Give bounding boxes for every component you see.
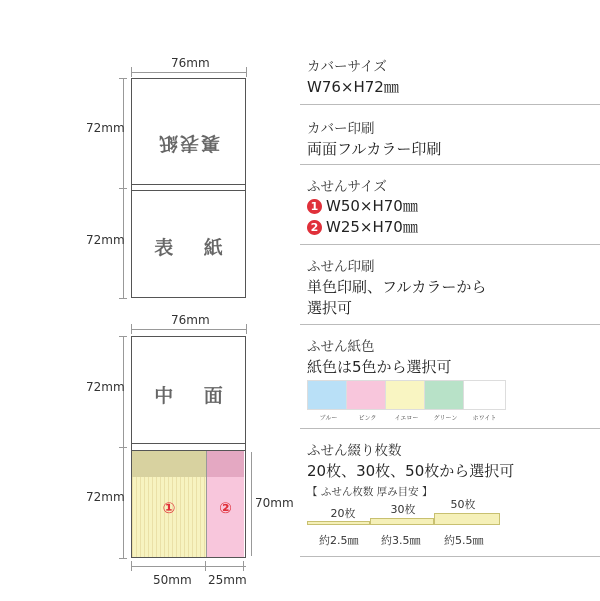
inner-height-label-bottom: 72mm [86, 490, 125, 504]
cover-print-label: カバー印刷 [307, 121, 375, 137]
inner-middle-label: 中 面 [154, 385, 235, 407]
front-cover-label: 表 紙 [154, 237, 235, 259]
note-2-marker: ② [219, 499, 232, 517]
note-width-tick-mid [205, 561, 206, 571]
swatch-label: ブルー [319, 415, 338, 422]
marker-2-icon: 2 [307, 220, 322, 235]
note-print-label: ふせん印刷 [307, 259, 375, 275]
inner-height-tick-top [119, 336, 127, 337]
inner-bottom-panel [131, 450, 246, 558]
inner-width-label: 76mm [171, 313, 210, 327]
pad-20 [307, 521, 370, 525]
divider [300, 324, 600, 325]
note-2-adhesive [207, 451, 244, 477]
swatch-white [463, 380, 506, 410]
divider [300, 556, 600, 557]
marker-1-icon: 1 [307, 199, 322, 214]
swatch-label: イエロー [394, 415, 419, 422]
divider [300, 164, 600, 165]
swatch-label: ピンク [358, 415, 377, 422]
swatch-pink [346, 380, 389, 410]
inner-height-tick-bottom [119, 558, 127, 559]
inner-width-line [131, 329, 246, 330]
inner-width-tick-right [246, 324, 247, 334]
note-size-item-2-value: W25×H70㎜ [326, 218, 418, 236]
option-30-count: 30枚 [390, 503, 416, 516]
paper-color-value: 紙色は5色から選択可 [307, 358, 452, 376]
cover-height-label-top: 72mm [86, 121, 125, 135]
divider [300, 244, 600, 245]
note-print-value-line1: 単色印刷、フルカラーから [307, 278, 487, 296]
swatch-green [424, 380, 467, 410]
divider [300, 428, 600, 429]
front-cover-panel [131, 190, 246, 298]
swatch-label: グリーン [433, 415, 458, 422]
cover-height-label-bottom: 72mm [86, 233, 125, 247]
paper-color-label: ふせん紙色 [307, 339, 375, 355]
note-1-adhesive [132, 451, 206, 477]
note-size-item-1-value: W50×H70㎜ [326, 197, 418, 215]
note-size-label: ふせんサイズ [307, 179, 387, 195]
cover-width-label: 76mm [171, 56, 210, 70]
inner-height-tick-mid [119, 447, 127, 448]
cover-width-line [131, 72, 246, 73]
option-50-count: 50枚 [450, 498, 476, 511]
note-size-item-2 [307, 216, 418, 237]
sheet-count-label: ふせん綴り枚数 [307, 443, 402, 459]
note-width-tick-right [243, 561, 244, 571]
inner-top-panel [131, 336, 246, 444]
swatch-yellow [385, 380, 428, 410]
note-2 [206, 451, 244, 557]
option-20-thickness: 約2.5㎜ [319, 534, 359, 547]
inner-width-tick-left [131, 324, 132, 334]
note-width-tick-left [131, 561, 132, 571]
note-print-value-line2: 選択可 [307, 299, 353, 317]
note-2-width-label: 25mm [208, 573, 247, 587]
note-1-marker: ① [162, 499, 176, 517]
cover-size-value: W76×H72㎜ [307, 78, 399, 96]
cover-width-tick-right [246, 67, 247, 77]
note-width-line [131, 566, 246, 567]
note-size-item-1 [307, 195, 418, 216]
swatch-blue [307, 380, 350, 410]
divider [300, 104, 600, 105]
option-50-thickness: 約5.5㎜ [444, 534, 484, 547]
note-1-width-label: 50mm [153, 573, 192, 587]
note-height-line [251, 452, 252, 556]
option-20-count: 20枚 [330, 507, 356, 520]
option-30-thickness: 約3.5㎜ [381, 534, 421, 547]
cover-height-tick-top [119, 78, 127, 79]
inner-height-label-top: 72mm [86, 380, 125, 394]
sheet-count-value: 20枚、30枚、50枚から選択可 [307, 462, 515, 480]
cover-height-tick-mid [119, 188, 127, 189]
cover-height-tick-bottom [119, 298, 127, 299]
cover-size-label: カバーサイズ [307, 59, 387, 75]
cover-width-tick-left [131, 67, 132, 77]
cover-print-value: 両面フルカラー印刷 [307, 140, 442, 158]
swatch-label: ホワイト [472, 415, 497, 422]
note-1 [132, 451, 206, 557]
back-cover-panel [131, 78, 246, 185]
pad-50 [434, 513, 500, 525]
thickness-guide-title: 【 ふせん枚数 厚み目安 】 [307, 486, 433, 498]
note-height-label: 70mm [255, 496, 294, 510]
pad-30 [370, 518, 434, 525]
back-cover-label: 裏表紙 [157, 132, 221, 154]
